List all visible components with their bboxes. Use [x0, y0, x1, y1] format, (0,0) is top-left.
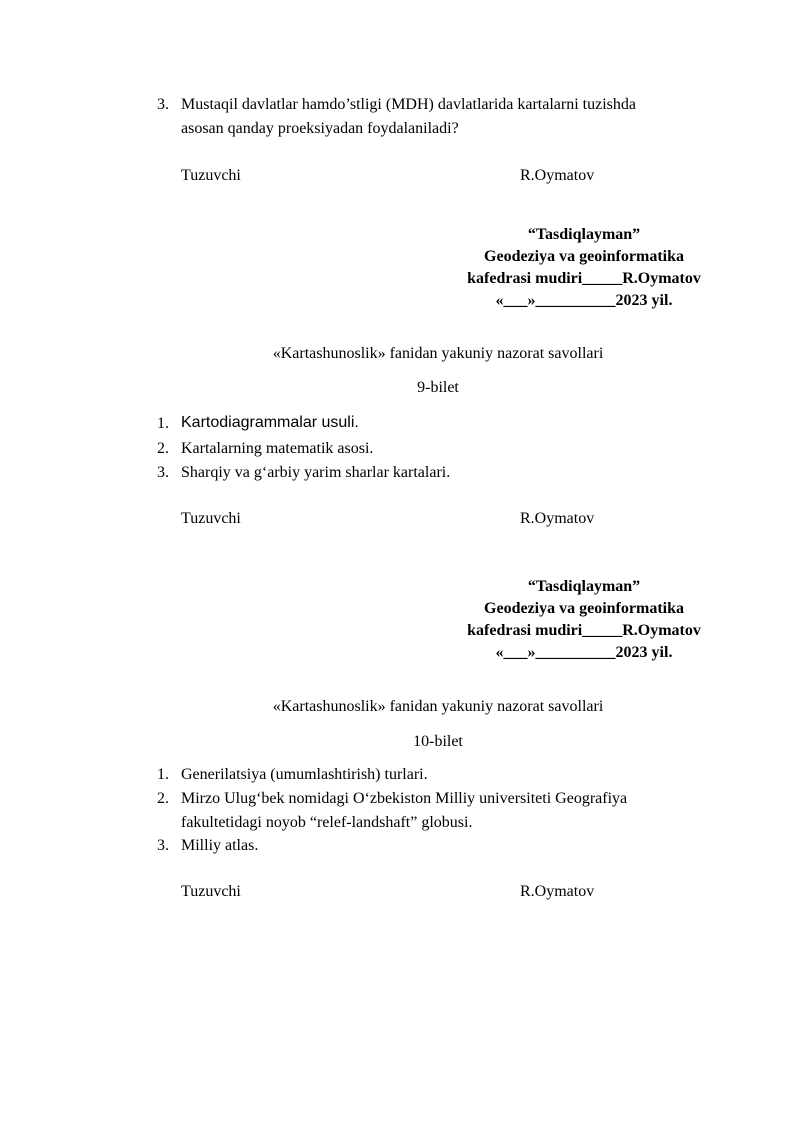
- signature-role: Tuzuvchi: [181, 883, 241, 900]
- approval-block: [440, 224, 728, 312]
- subject-heading: «Kartashunoslik» fanidan yakuniy nazorat savollari: [272, 345, 604, 362]
- question-number: 2.: [157, 440, 169, 457]
- approval-block: [440, 576, 728, 664]
- question-number: 1.: [157, 766, 169, 783]
- approval-head: kafedrasi mudiri_____R.Oymatov: [467, 622, 701, 639]
- approval-date: «___»__________2023 yil.: [495, 644, 673, 661]
- signature-role: Tuzuvchi: [181, 167, 241, 184]
- approval-head: kafedrasi mudiri_____R.Oymatov: [467, 270, 701, 287]
- question-text: Milliy atlas.: [181, 837, 259, 854]
- approval-department: Geodeziya va geoinformatika: [484, 600, 684, 617]
- question-number: 3.: [157, 837, 169, 854]
- approval-department: Geodeziya va geoinformatika: [484, 248, 684, 265]
- question-text-line: fakultetidagi noyob “relef-landshaft” globusi.: [181, 814, 473, 831]
- question-number: 3.: [157, 464, 169, 481]
- signature-name: R.Oymatov: [520, 883, 595, 900]
- question-text: Generilatsiya (umumlashtirish) turlari.: [181, 766, 428, 783]
- approval-title: “Tasdiqlayman”: [527, 226, 641, 243]
- signature-name: R.Oymatov: [520, 510, 595, 527]
- question-text: Kartalarning matematik asosi.: [181, 440, 374, 457]
- question-text: Kartodiagrammalar usuli.: [181, 414, 359, 431]
- question-number: 3.: [157, 96, 169, 113]
- ticket-title: 10-bilet: [413, 733, 463, 750]
- signature-name: R.Oymatov: [520, 167, 595, 184]
- question-text-line: Mustaqil davlatlar hamdo’stligi (MDH) davlatlarida kartalarni tuzishda: [181, 96, 636, 113]
- approval-title: “Tasdiqlayman”: [527, 578, 641, 595]
- question-number: 1.: [157, 415, 169, 432]
- ticket-title: 9-bilet: [417, 379, 459, 396]
- question-text-line: Mirzo Ulug‘bek nomidagi O‘zbekiston Milliy universiteti Geografiya: [181, 790, 628, 807]
- approval-date: «___»__________2023 yil.: [495, 292, 673, 309]
- question-number: 2.: [157, 790, 169, 807]
- question-text-line: asosan qanday proeksiyadan foydalaniladi?: [181, 120, 459, 137]
- subject-heading: «Kartashunoslik» fanidan yakuniy nazorat savollari: [272, 698, 604, 715]
- signature-role: Tuzuvchi: [181, 510, 241, 527]
- question-text: Sharqiy va g‘arbiy yarim sharlar kartalari.: [181, 464, 451, 481]
